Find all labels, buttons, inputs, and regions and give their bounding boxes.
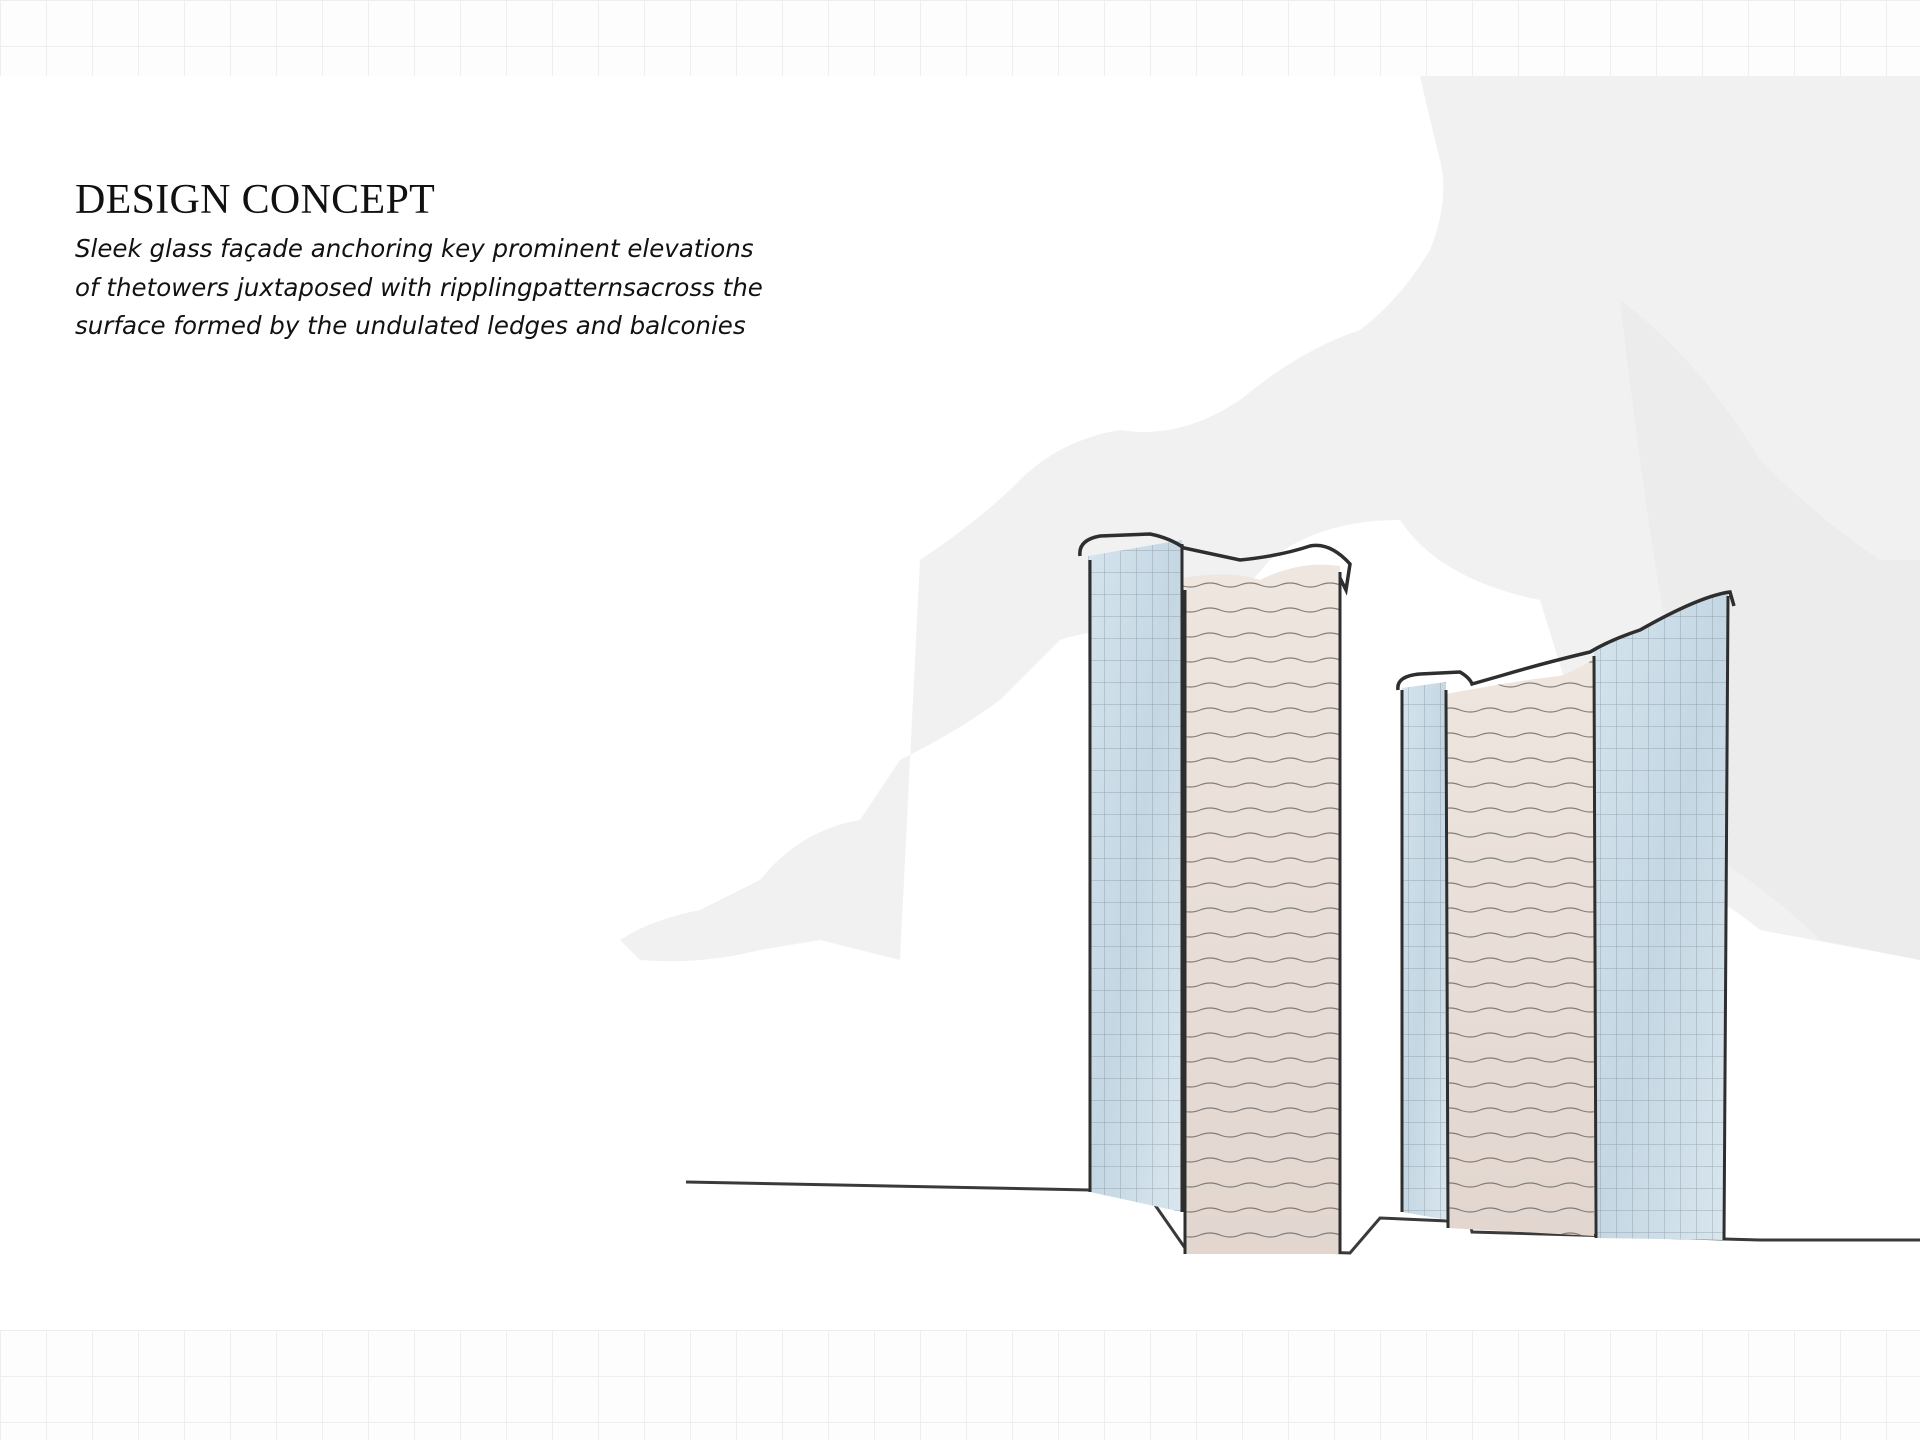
slide-title: DESIGN CONCEPT [75,177,436,223]
description-line: Sleek glass façade anchoring key prominent elevations [75,234,754,263]
left-tower [1080,534,1350,1254]
right-tower [1398,592,1734,1240]
bottom-grid-margin [0,1330,1920,1440]
description-line: surface formed by the undulated ledges and balconies [75,311,746,340]
concept-text-block [75,176,815,346]
description-line: of thetowers juxtaposed with ripplingpatternsacross the [75,272,763,302]
